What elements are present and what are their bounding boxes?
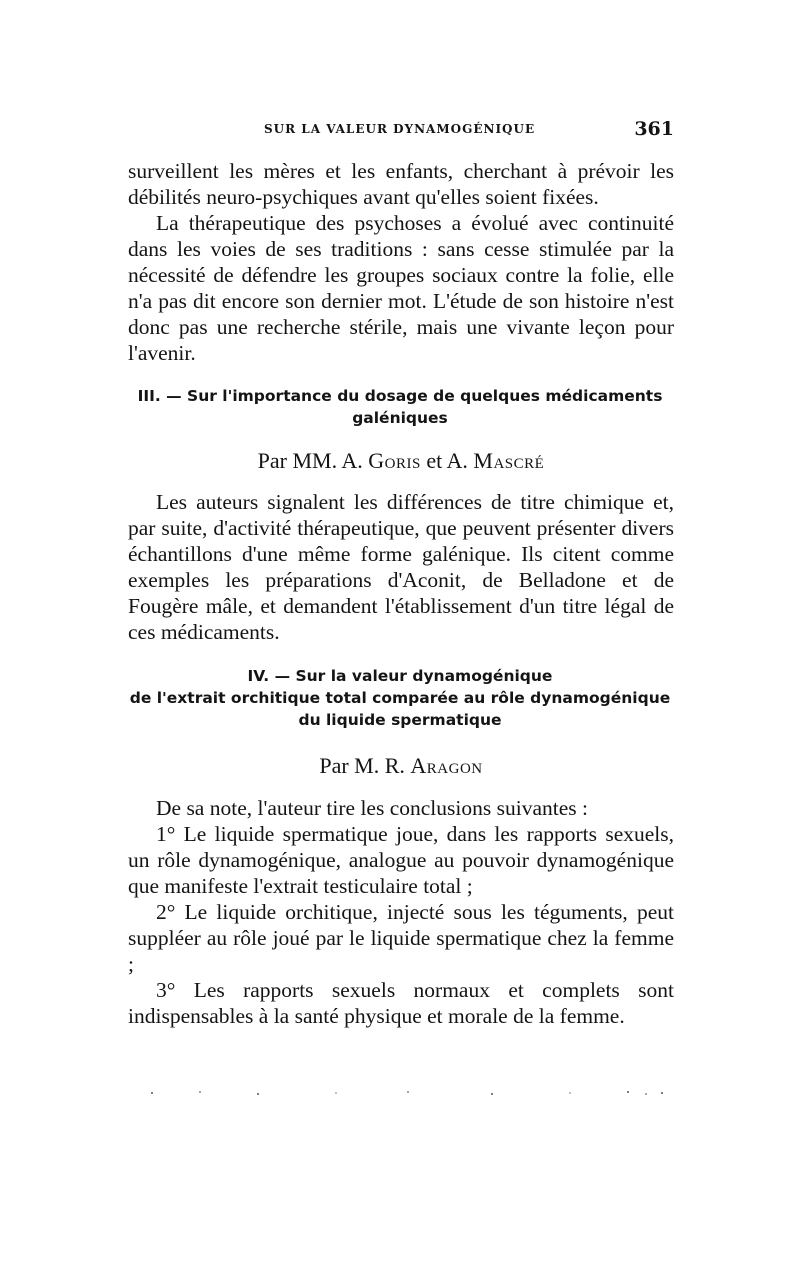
section-4-title-line-2: de l'extrait orchitique total comparée au rôle dynamogénique — [129, 689, 671, 707]
section-3-authors — [128, 448, 674, 474]
section-3-body: Les auteurs signalent les différences de titre chimique et, par suite, d'activité thérapeutique, que peuvent présenter divers échantillons d'une même forme galénique. Ils citent comme exemples les préparations d'Aconit, de Belladone et de Fougère mâle, et demandent l'établissement d'un titre légal de ces médicaments. — [128, 490, 674, 644]
section-3-title-line-1: III. — Sur l'importance du dosage de quelques médicaments — [137, 387, 663, 405]
authors-conjunction: et A. — [426, 448, 468, 473]
section-4-title — [110, 665, 690, 731]
running-title: SUR LA VALEUR DYNAMOGÉNIQUE — [264, 122, 536, 136]
page-number: 361 — [634, 118, 674, 140]
section-4-title-line-1: IV. — Sur la valeur dynamogénique — [247, 667, 553, 685]
author-goris: Goris — [368, 448, 421, 473]
section-4-title-line-3: du liquide spermatique — [298, 711, 502, 729]
section-3-title-line-2: galéniques — [352, 409, 448, 427]
scan-speckle-decoration — [140, 1086, 680, 1100]
intro-paragraph-1: surveillent les mères et les enfants, cherchant à prévoir les débilités neuro-psychiques avant qu'elles soient fixées. — [128, 159, 674, 209]
intro-paragraph-2: La thérapeutique des psychoses a évolué avec continuité dans les voies de ses traditions : sans cesse stimulée par la nécessité de défendre les groupes sociaux contre la folie, elle n'a pas dit encore son dernier mot. L'étude de son histoire n'est donc pas une recherche stérile, mais une vivante leçon pour l'avenir. — [128, 211, 674, 365]
author-mascre: Mascré — [473, 448, 545, 473]
authors-prefix: Par MM. A. — [257, 448, 363, 473]
conclusion-2: 2° Le liquide orchitique, injecté sous les téguments, peut suppléer au rôle joué par le liquide spermatique chez la femme ; — [128, 900, 674, 976]
section-4-authors — [128, 753, 674, 779]
section-3-title — [110, 385, 690, 429]
author-aragon: Aragon — [410, 753, 483, 778]
conclusion-1: 1° Le liquide spermatique joue, dans les rapports sexuels, un rôle dynamogénique, analogue au pouvoir dynamogénique que manifeste l'extrait testiculaire total ; — [128, 822, 674, 898]
section-4-intro: De sa note, l'auteur tire les conclusions suivantes : — [156, 796, 588, 820]
conclusion-3: 3° Les rapports sexuels normaux et complets sont indispensables à la santé physique et morale de la femme. — [128, 978, 674, 1028]
authors-prefix: Par M. R. — [319, 753, 405, 778]
running-head — [128, 118, 674, 142]
